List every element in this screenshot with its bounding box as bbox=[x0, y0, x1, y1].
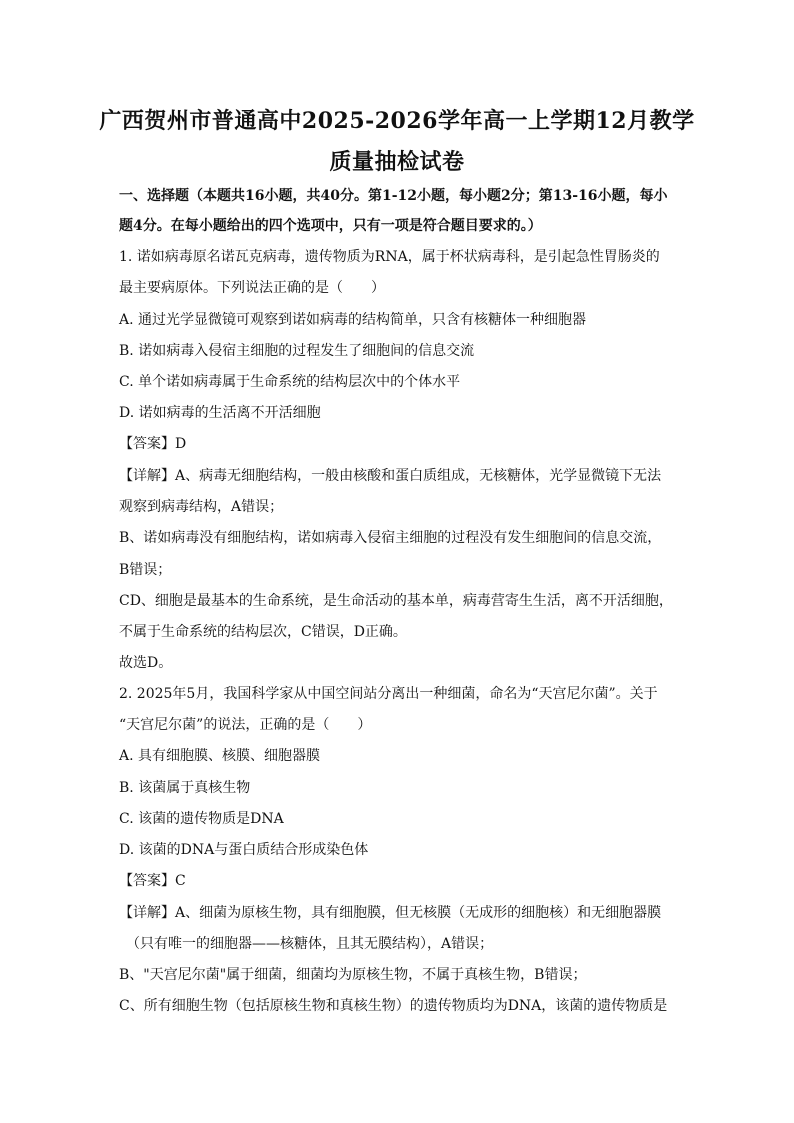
question-1-explanation: B、诺如病毒没有细胞结构，诺如病毒入侵宿主细胞的过程没有发生细胞间的信息交流， bbox=[119, 530, 662, 546]
question-2-explanation: （只有唯一的细胞器——核糖体，且其无膜结构），A错误； bbox=[126, 936, 494, 952]
question-2-option-d: D. 该菌的DNA与蛋白质结合形成染色体 bbox=[119, 842, 369, 858]
question-1-explanation: B错误； bbox=[119, 562, 172, 578]
question-1-explanation: 观察到病毒结构，A错误； bbox=[119, 499, 284, 515]
question-2-stem: “天宫尼尔菌”的说法，正确的是（ ） bbox=[119, 717, 372, 733]
question-1-explanation: CD、细胞是最基本的生命系统，是生命活动的基本单，病毒营寄生生活，离不开活细胞， bbox=[119, 593, 673, 609]
section-header: 题4分。在每小题给出的四个选项中，只有一项是符合题目要求的。） bbox=[119, 218, 542, 234]
question-1-option-b: B. 诺如病毒入侵宿主细胞的过程发生了细胞间的信息交流 bbox=[119, 343, 475, 359]
question-2-explanation: 【详解】A、细菌为原核生物，具有细胞膜，但无核膜（无成形的细胞核）和无细胞器膜 bbox=[119, 905, 662, 921]
question-1-stem: 1. 诺如病毒原名诺瓦克病毒，遗传物质为RNA，属于杯状病毒科，是引起急性胃肠炎的 bbox=[119, 249, 660, 265]
question-2-option-c: C. 该菌的遗传物质是DNA bbox=[119, 811, 284, 827]
question-2-answer: 【答案】C bbox=[119, 873, 186, 889]
question-2-stem: 2. 2025年5月，我国科学家从中国空间站分离出一种细菌，命名为“天宫尼尔菌”。关于 bbox=[119, 686, 658, 702]
question-1-answer: 【答案】D bbox=[119, 436, 187, 452]
question-1-option-c: C. 单个诺如病毒属于生命系统的结构层次中的个体水平 bbox=[119, 374, 461, 390]
question-2-explanation: B、"天宫尼尔菌"属于细菌，细菌均为原核生物，不属于真核生物，B错误； bbox=[119, 967, 587, 983]
question-1-explanation: 不属于生命系统的结构层次，C错误，D正确。 bbox=[119, 624, 407, 640]
question-1-option-d: D. 诺如病毒的生活离不开活细胞 bbox=[119, 405, 321, 421]
exam-title-line1: 广西贺州市普通高中2025-2026学年高一上学期12月教学 bbox=[99, 108, 695, 134]
question-1-explanation: 故选D。 bbox=[119, 655, 173, 671]
question-2-option-b: B. 该菌属于真核生物 bbox=[119, 780, 251, 796]
question-1-explanation: 【详解】A、病毒无细胞结构，一般由核酸和蛋白质组成，无核糖体，光学显微镜下无法 bbox=[119, 468, 662, 484]
question-2-option-a: A. 具有细胞膜、核膜、细胞器膜 bbox=[119, 748, 321, 764]
section-header: 一、选择题（本题共16小题，共40分。第1-12小题，每小题2分；第13-16小题，每小 bbox=[119, 188, 668, 204]
question-1-stem: 最主要病原体。下列说法正确的是（ ） bbox=[119, 280, 385, 296]
question-1-option-a: A. 通过光学显微镜可观察到诺如病毒的结构简单，只含有核糖体一种细胞器 bbox=[119, 312, 587, 328]
question-2-explanation: C、所有细胞生物（包括原核生物和真核生物）的遗传物质均为DNA，该菌的遗传物质是 bbox=[119, 998, 668, 1014]
exam-title-line2: 质量抽检试卷 bbox=[329, 149, 465, 175]
